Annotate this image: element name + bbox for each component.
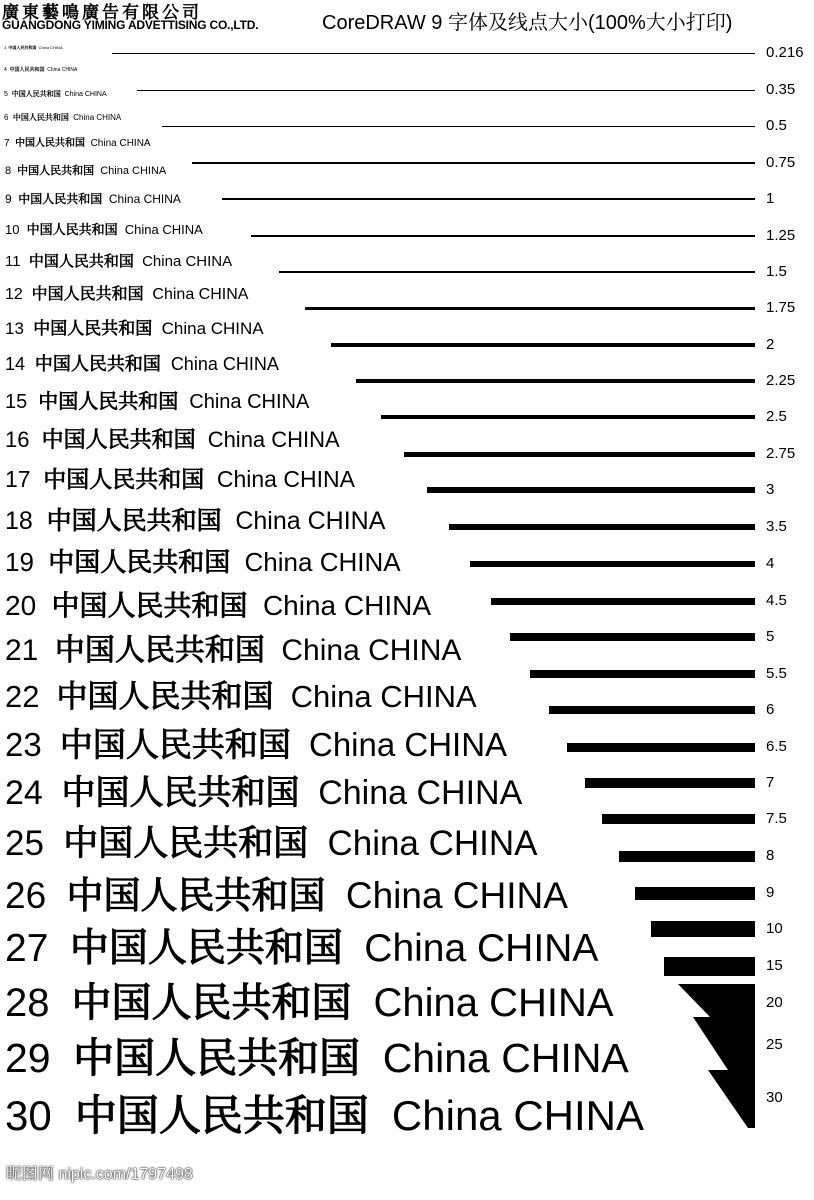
sample-text-cn: 中国人民共和国	[73, 1034, 361, 1082]
line-weight-value: 25	[766, 1036, 783, 1053]
sample-text-en: China CHINA	[382, 1035, 629, 1081]
sample-text-cn: 中国人民共和国	[74, 1091, 369, 1140]
font-size-number: 6	[4, 113, 9, 122]
line-weight-value: 3.5	[766, 518, 787, 535]
font-size-number: 13	[5, 319, 24, 338]
sample-text-cn: 中国人民共和国	[31, 284, 144, 303]
line-weight-value: 0.75	[766, 154, 796, 171]
sample-text-cn: 中国人民共和国	[48, 548, 231, 578]
sample-text-en: China CHINA	[262, 590, 432, 621]
line-weight-value: 2.25	[766, 372, 796, 389]
line-weight-value: 4	[766, 555, 775, 572]
line-weight-value: 7.5	[766, 810, 787, 827]
sample-text-cn: 中国人民共和国	[63, 824, 309, 864]
font-size-number: 23	[5, 726, 42, 763]
sample-text-en: China CHINA	[318, 774, 523, 812]
sample-text-cn: 中国人民共和国	[61, 773, 300, 813]
font-size-number: 15	[5, 391, 28, 413]
font-size-number: 27	[5, 927, 49, 970]
line-weight-value: 8	[766, 847, 775, 864]
sample-text-en: China CHINA	[47, 67, 78, 73]
font-size-number: 26	[5, 875, 47, 916]
sample-text-en: China CHINA	[38, 45, 63, 50]
line-weight-value: 6	[766, 701, 775, 718]
company-name-en: GUANGDONG YIMING ADVETTISING CO.,LTD.	[2, 18, 259, 32]
font-size-number: 24	[5, 774, 43, 812]
sample-text-cn: 中国人民共和国	[38, 389, 179, 413]
sample-text-cn: 中国人民共和国	[59, 725, 291, 764]
font-size-number: 7	[4, 138, 10, 149]
sample-text-en: China CHINA	[170, 354, 279, 374]
font-size-number: 11	[5, 253, 21, 270]
line-weight-value: 5	[766, 628, 775, 645]
font-size-number: 28	[5, 981, 50, 1025]
sample-text-cn: 中国人民共和国	[17, 164, 95, 177]
line-weight-value: 3	[766, 481, 775, 498]
sample-text-cn: 中国人民共和国	[46, 506, 222, 535]
font-size-number: 8	[5, 165, 12, 177]
sample-text-cn: 中国人民共和国	[43, 467, 205, 493]
sample-text-cn: 中国人民共和国	[9, 67, 45, 73]
sample-text-en: China CHINA	[73, 113, 122, 122]
font-size-number: 21	[5, 634, 39, 667]
font-size-number: 20	[5, 590, 37, 621]
sample-text-cn: 中国人民共和国	[18, 192, 103, 206]
sample-text-en: China CHINA	[327, 824, 538, 863]
sample-text-en: China CHINA	[235, 507, 386, 535]
line-weight-value: 1.75	[766, 299, 796, 316]
sample-text-cn: 中国人民共和国	[11, 90, 61, 98]
line-weight-value: 1	[766, 190, 775, 207]
font-size-number: 29	[5, 1035, 51, 1081]
line-weight-value: 6.5	[766, 738, 787, 755]
sample-text-en: China CHINA	[152, 286, 249, 303]
sample-text-en: China CHINA	[216, 466, 355, 492]
sample-text-en: China CHINA	[391, 1092, 645, 1139]
line-weight-value: 1.5	[766, 263, 787, 280]
sample-text-cn: 中国人民共和国	[41, 428, 196, 453]
line-weight-value: 20	[766, 994, 783, 1011]
line-weight-value: 7	[766, 774, 775, 791]
sample-text-cn: 中国人民共和国	[71, 980, 352, 1026]
sample-text-en: China CHINA	[100, 165, 167, 177]
font-size-number: 12	[5, 286, 23, 303]
font-size-number: 19	[5, 547, 34, 577]
sample-text-en: China CHINA	[309, 726, 508, 763]
sample-text-cn: 中国人民共和国	[69, 926, 343, 971]
sample-text-cn: 中国人民共和国	[51, 589, 248, 622]
line-weight-value: 10	[766, 920, 783, 937]
font-size-number: 10	[5, 222, 20, 237]
sample-text-en: China CHINA	[373, 981, 614, 1025]
sample-text-cn: 中国人民共和国	[54, 633, 265, 668]
sample-text-en: China CHINA	[345, 875, 568, 916]
sample-text-en: China CHINA	[244, 547, 401, 577]
font-size-number: 5	[4, 91, 8, 98]
line-weight-value: 0.216	[766, 44, 804, 61]
sample-text-cn: 中国人民共和国	[34, 354, 161, 375]
sample-text-cn: 中国人民共和国	[26, 223, 118, 238]
sample-text-en: China CHINA	[124, 222, 203, 237]
line-weight-value: 9	[766, 884, 775, 901]
font-size-number: 17	[5, 466, 31, 492]
sample-text-cn: 中国人民共和国	[28, 252, 134, 270]
sample-text-cn: 中国人民共和国	[56, 679, 274, 715]
sample-text-en: China CHINA	[161, 319, 264, 338]
font-size-number: 9	[5, 192, 12, 206]
font-size-number: 30	[5, 1092, 52, 1139]
sample-text-en: China CHINA	[64, 91, 107, 98]
font-size-number: 25	[5, 824, 44, 863]
line-weight-value: 1.25	[766, 227, 796, 244]
sample-text-en: China CHINA	[364, 927, 599, 970]
sample-text-cn: 中国人民共和国	[8, 45, 37, 50]
sample-text-en: China CHINA	[189, 391, 310, 413]
line-weight-value: 0.35	[766, 81, 796, 98]
sheet-title: CoreDRAW 9 字体及线点大小(100%大小打印)	[322, 12, 733, 34]
sample-text-en: China CHINA	[207, 427, 340, 452]
font-size-number: 16	[5, 427, 30, 452]
sample-text-en: China CHINA	[281, 634, 462, 667]
font-size-number: 4	[4, 67, 7, 73]
sample-text-en: China CHINA	[90, 138, 151, 149]
line-weight-value: 15	[766, 957, 783, 974]
line-weight-value: 0.5	[766, 117, 787, 134]
line-weight-value: 2.75	[766, 445, 796, 462]
font-size-number: 18	[5, 507, 33, 535]
sample-text-en: China CHINA	[108, 192, 181, 206]
line-weight-value: 4.5	[766, 592, 787, 609]
watermark: 昵图网 nipic.com/1797498	[6, 1166, 193, 1183]
sample-text-cn: 中国人民共和国	[33, 319, 153, 339]
line-weight-value: 2	[766, 336, 775, 353]
sample-text-en: China CHINA	[142, 253, 233, 270]
font-size-number: 14	[5, 354, 26, 374]
sample-text-cn: 中国人民共和国	[12, 113, 69, 122]
sample-text-cn: 中国人民共和国	[15, 138, 86, 149]
line-weight-value: 2.5	[766, 408, 787, 425]
line-weight-value: 5.5	[766, 665, 787, 682]
line-weight-value: 30	[766, 1089, 783, 1106]
font-size-number: 22	[5, 679, 40, 714]
sample-text-cn: 中国人民共和国	[66, 874, 326, 917]
company-name-cn: 廣東藝鳴廣告有限公司	[2, 3, 202, 23]
font-size-number: 3	[4, 45, 7, 50]
sample-text-en: China CHINA	[290, 679, 477, 714]
